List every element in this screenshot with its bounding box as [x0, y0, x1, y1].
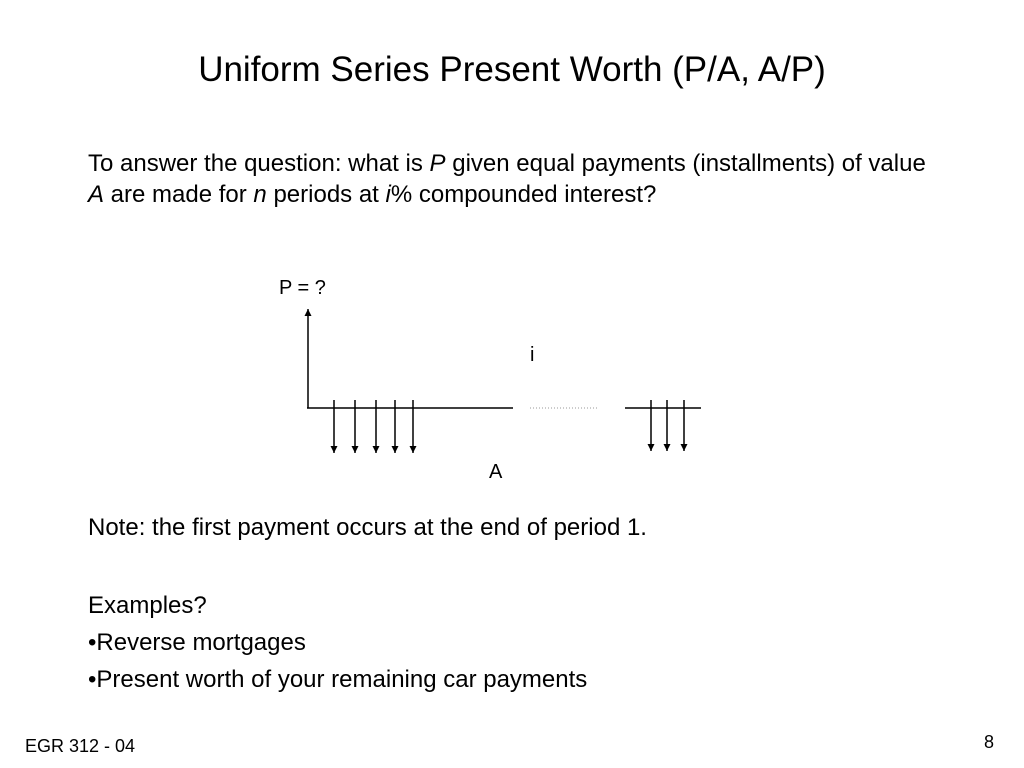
slide-title: Uniform Series Present Worth (P/A, A/P): [198, 50, 826, 89]
footer-course: EGR 312 - 04: [25, 736, 136, 756]
question-part: To answer the question: what is: [88, 150, 430, 177]
example-item-reverse-mortgages: •Reverse mortgages: [88, 629, 306, 656]
note-text: Note: the first payment occurs at the end of period 1.: [88, 514, 647, 541]
question-part: given equal payments (installments) of value: [445, 150, 926, 177]
variable-n: n: [253, 181, 267, 208]
examples-heading: Examples?: [88, 592, 207, 619]
payment-label: A: [489, 461, 503, 483]
present-worth-label: P = ?: [279, 277, 326, 299]
question-part: % compounded interest?: [390, 181, 657, 208]
question-part: periods at: [266, 181, 386, 208]
interest-rate-label: i: [530, 344, 535, 366]
question-part: are made for: [104, 181, 254, 208]
variable-p: P: [429, 150, 446, 177]
examples-list: [88, 587, 587, 698]
variable-i: i: [385, 181, 391, 208]
variable-a: A: [88, 181, 105, 208]
example-item-car-payments: •Present worth of your remaining car payments: [88, 666, 588, 693]
page-number: 8: [984, 732, 995, 752]
